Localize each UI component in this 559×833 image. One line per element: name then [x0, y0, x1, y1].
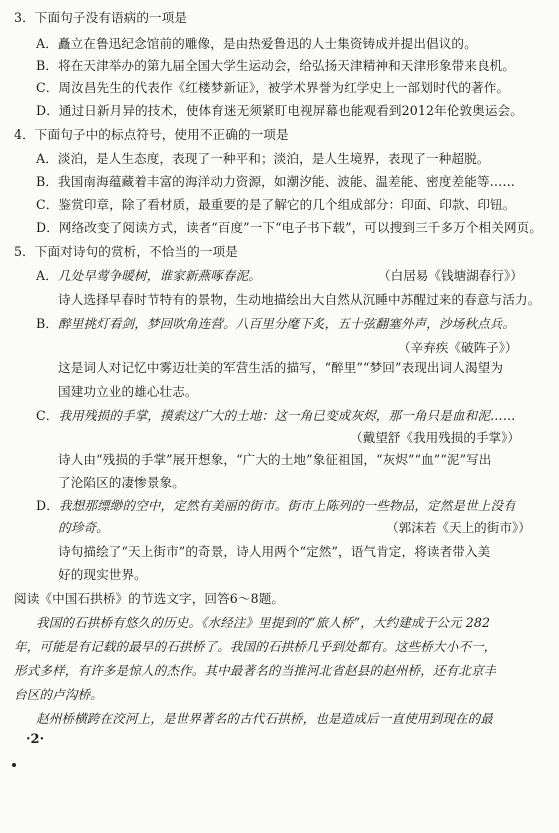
reading-p2-line-1: 赵州桥横跨在洨河上，是世界著名的古代石拱桥，也是造成后一直使用到现在的最 [36, 711, 493, 726]
q5-option-d [36, 498, 516, 514]
q5-d-note-2: 好的现实世界。 [58, 567, 147, 582]
reading-p1-line-3: 形式多样，有许多是惊人的杰作。其中最著名的当推河北省赵县的赵州桥，还有北京丰 [14, 663, 497, 678]
q4-stem: 4．下面句子中的标点符号，使用不正确的一项是 [14, 127, 289, 142]
q5-b-label: B． [36, 316, 59, 331]
q5-c-poem: 我用残损的手掌，摸索这广大的土地：这一角已变成灰烬，那一角只是血和泥…… [58, 408, 516, 423]
reading-instruction: 阅读《中国石拱桥》的节选文字，回答6～8题。 [14, 591, 285, 606]
q4-option-c: C．鉴赏印章，除了看材质，最重要的是了解它的几个组成部分：印面、印款、印钮。 [36, 197, 516, 212]
q5-d-poem-2: 的珍奇。 [58, 520, 109, 535]
q5-option-a [36, 268, 261, 284]
page-number: ·2· [26, 732, 45, 747]
reading-p1-line-4: 台区的卢沟桥。 [14, 687, 103, 702]
q5-a-label: A． [36, 268, 58, 283]
q4-option-d: D．网络改变了阅读方式，读者“百度”一下“电子书下载”，可以搜到三千多万个相关网页。 [36, 220, 543, 235]
q5-d-note-1: 诗句描绘了“天上街市”的奇景，诗人用两个“定然”，语气肯定，将读者带入美 [58, 544, 491, 559]
q5-a-source: （白居易《钱塘湖春行》） [378, 268, 523, 283]
q5-option-c [36, 408, 515, 424]
q5-d-source: （郭沫若《天上的街市》） [386, 520, 531, 535]
q5-c-note-2: 了沦陷区的凄惨景象。 [58, 475, 185, 490]
q4-option-b: B．我国南海蕴藏着丰富的海洋动力资源，如潮汐能、波能、温差能、密度差能等…… [36, 174, 516, 189]
q5-c-source: （戴望舒《我用残损的手掌》） [350, 430, 521, 445]
q5-a-note: 诗人选择早春时节特有的景物，生动地描绘出大自然从沉睡中苏醒过来的春意与活力。 [58, 292, 541, 307]
q5-c-note-1: 诗人由“残损的手掌”展开想象，“广大的土地”象征祖国，“灰烬”“血”“泥”写出 [58, 452, 492, 467]
q5-b-note-2: 国建功立业的雄心壮志。 [58, 384, 198, 399]
q3-option-a: A．矗立在鲁迅纪念馆前的雕像，是由热爱鲁迅的人士集资铸成并提出倡议的。 [36, 36, 477, 51]
q5-b-source: （辛弃疾《破阵子》） [398, 340, 518, 355]
q3-option-c: C．周汝昌先生的代表作《红楼梦新证》，被学术界誉为红学史上一部划时代的著作。 [36, 80, 510, 95]
q3-option-d: D．通过日新月异的技术，使体育迷无须紧盯电视屏幕也能观看到2012年伦敦奥运会。 [36, 103, 523, 118]
q3-stem: 3．下面句子没有语病的一项是 [14, 10, 188, 25]
q5-a-poem: 几处早莺争暖树，谁家新燕啄春泥。 [57, 268, 261, 283]
q4-option-a: A．淡泊，是人生态度，表现了一种平和；淡泊，是人生境界，表现了一种超脱。 [36, 151, 490, 166]
q5-stem: 5．下面对诗句的赏析，不恰当的一项是 [14, 244, 238, 259]
q5-b-poem: 醉里挑灯看剑，梦回吹角连营。八百里分麾下炙，五十弦翻塞外声，沙场秋点兵。 [58, 316, 516, 331]
q5-d-label: D． [36, 498, 59, 513]
q5-b-note-1: 这是词人对记忆中雾迈壮美的军营生活的描写，“醉里”“梦回”表现出词人渴望为 [58, 360, 504, 375]
q5-c-label: C． [36, 408, 59, 423]
scan-speck [12, 763, 16, 767]
q5-option-b [36, 316, 515, 332]
q3-option-b: B．将在天津举办的第九届全国大学生运动会，给弘扬天津精神和天津形象带来良机。 [36, 58, 516, 73]
reading-p1-line-2: 年，可能是有记载的最早的石拱桥了。我国的石拱桥几乎到处都有。这些桥大小不一， [14, 639, 497, 654]
reading-p1-line-1: 我国的石拱桥有悠久的历史。《水经注》里提到的“旅人桥”，大约建成于公元 282 [36, 615, 491, 630]
q5-d-poem-1: 我想那缥缈的空中，定然有美丽的街市。街市上陈列的一些物品，定然是世上没有 [58, 498, 516, 513]
